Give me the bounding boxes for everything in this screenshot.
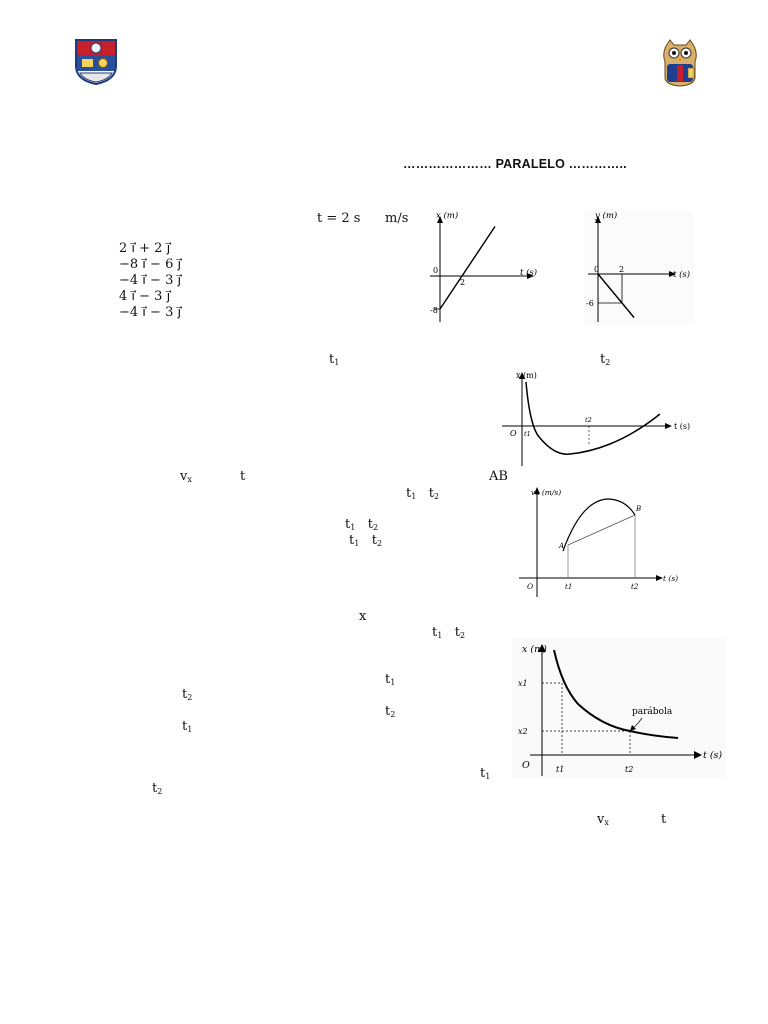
school-logo xyxy=(74,38,118,86)
q5-t: t xyxy=(661,812,667,827)
y-tick-label: -6 xyxy=(586,299,594,308)
q4-x: x xyxy=(359,609,367,624)
q1-option-c: −4 i⃗ − 3 j⃗ xyxy=(119,273,182,288)
t1-label: t1 xyxy=(556,765,565,774)
q5-vx: $v_x$ xyxy=(597,812,609,827)
t1-label: t1 xyxy=(565,583,573,591)
y-axis-label: x (m) xyxy=(522,644,547,655)
q2-t2: $t_2$ xyxy=(600,352,611,367)
y-axis-label: x (m) xyxy=(516,371,537,380)
x-axis-label: t (s) xyxy=(674,422,691,431)
point-b-label: B xyxy=(636,505,642,513)
q3-ab: AB xyxy=(489,469,508,484)
chart-y-vs-t-linear xyxy=(584,210,694,325)
q1-condition: t = 2 s xyxy=(317,211,361,226)
q4-opt3: $t_2$ xyxy=(385,704,396,719)
x-tick-label: 2 xyxy=(460,278,466,287)
q1-option-e: −4 i⃗ − 3 j⃗ xyxy=(119,305,182,320)
chart-vx-vs-t xyxy=(515,481,679,599)
chart-x-vs-t-parabola xyxy=(512,638,726,778)
x-axis-arrow xyxy=(665,423,672,429)
x2-label: x2 xyxy=(518,727,528,736)
parabola-annotation: parábola xyxy=(632,707,673,717)
point-a-label: A xyxy=(559,542,565,550)
t2-label: t2 xyxy=(625,765,634,774)
vx-curve xyxy=(563,499,635,551)
q4-opt4: $t_1$ xyxy=(182,719,193,734)
y-tick-label: -8 xyxy=(430,306,438,315)
q3-pair1: $t_1$ $t_2$ xyxy=(406,486,440,501)
x1-label: x1 xyxy=(518,679,528,688)
q2-t1: $t_1$ xyxy=(329,352,340,367)
paralelo-line: ………………… PARALELO ………….. xyxy=(403,157,627,171)
q3-pair3: $t_1$ $t_2$ xyxy=(349,533,383,548)
owl-mascot-logo xyxy=(660,38,700,88)
q3-vx: $v_x$ xyxy=(180,469,192,484)
q3-pair2: $t_1$ $t_2$ xyxy=(345,517,379,532)
x-axis-arrow xyxy=(656,575,663,581)
q1-option-d: 4 i⃗ − 3 j⃗ xyxy=(119,289,171,304)
t2-label: t2 xyxy=(631,583,639,591)
t2-label: t2 xyxy=(585,416,592,424)
curve xyxy=(526,382,660,454)
q1-option-a: 2 i⃗ + 2 j⃗ xyxy=(119,241,171,256)
x-tick-label: 2 xyxy=(619,265,625,274)
x-axis-label: t (s) xyxy=(673,270,691,280)
q1-option-b: −8 i⃗ − 6 j⃗ xyxy=(119,257,182,272)
q3-t: t xyxy=(240,469,246,484)
q4-opt6: $t_2$ xyxy=(152,781,163,796)
origin-label: O xyxy=(522,760,530,771)
q4-opt1: $t_1$ xyxy=(385,672,396,687)
chart-x-vs-t-curve xyxy=(500,368,694,468)
y-axis-label: x (m) xyxy=(436,211,459,221)
x-axis-label: t (s) xyxy=(663,574,679,583)
origin-label: O xyxy=(510,429,517,438)
q4-opt2: $t_2$ xyxy=(182,687,193,702)
origin-label: O xyxy=(527,582,534,591)
y-axis-label: vx (m/s) xyxy=(531,488,562,497)
chart-x-vs-t-linear xyxy=(426,210,546,325)
x-axis-label: t (s) xyxy=(703,750,723,761)
origin-label: 0 xyxy=(594,265,600,274)
y-axis-label: y (m) xyxy=(595,211,618,221)
q4-pair: $t_1$ $t_2$ xyxy=(432,625,466,640)
t1-label: t1 xyxy=(524,430,531,438)
q1-unit: m/s xyxy=(385,211,409,226)
x-axis-label: t (s) xyxy=(520,268,538,278)
series-line xyxy=(440,227,495,310)
origin-label: 0 xyxy=(433,266,439,275)
q4-opt5: $t_1$ xyxy=(480,766,491,781)
